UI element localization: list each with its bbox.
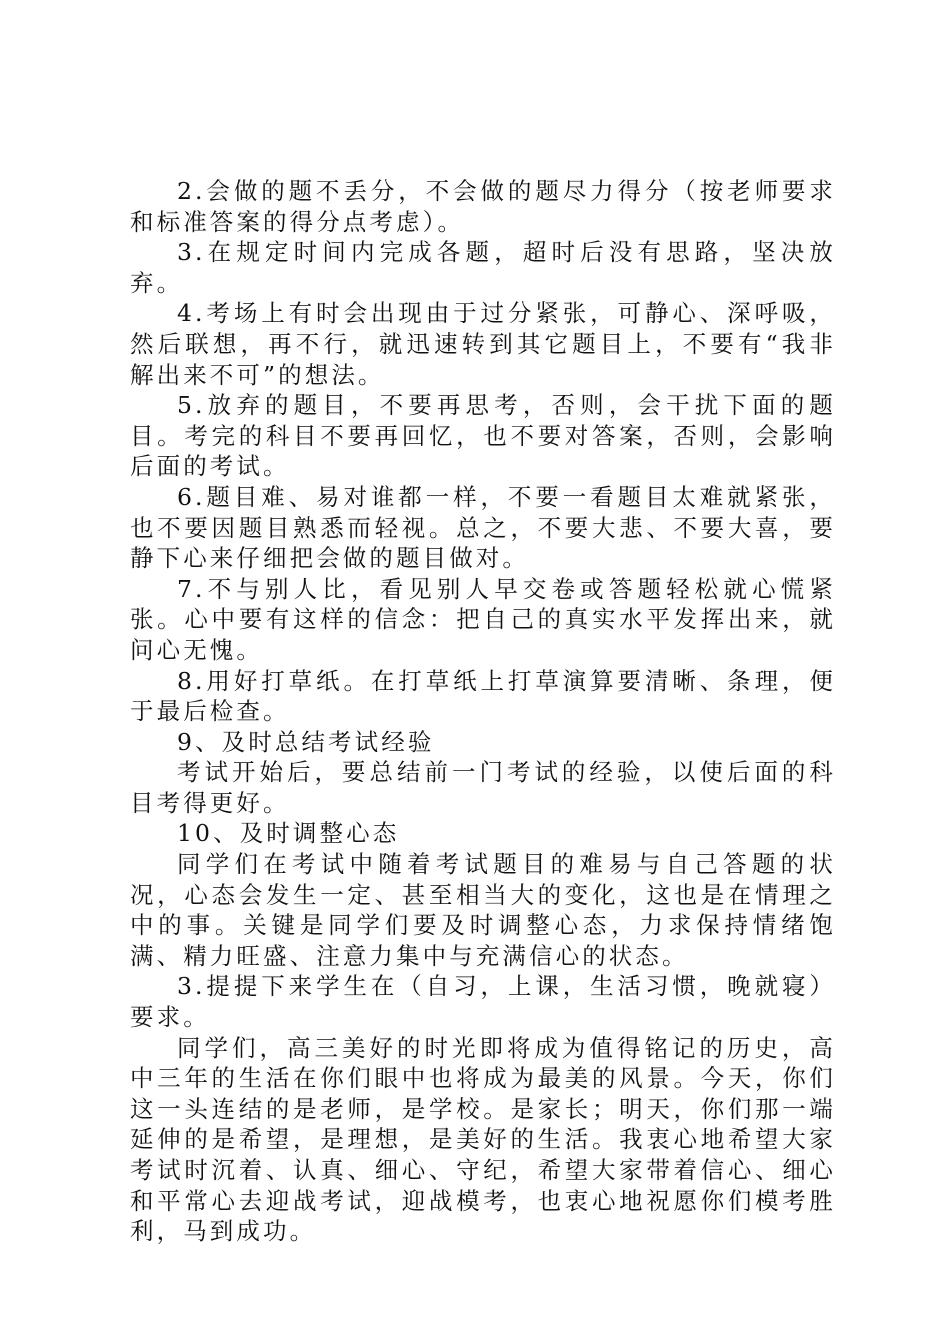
paragraph-item-6: 6.题目难、易对谁都一样，不要一看题目太难就紧张，也不要因题目熟悉而轻视。总之，不要大悲、不要大喜，要静下心来仔细把会做的题目做对。 <box>130 482 836 573</box>
paragraph-item-2: 2.会做的题不丢分，不会做的题尽力得分（按老师要求和标准答案的得分点考虑）。 <box>130 177 836 236</box>
closing-paragraph: 同学们，高三美好的时光即将成为值得铭记的历史，高中三年的生活在你们眼中也将成为最美的风景。今天，你们这一头连结的是老师，是学校。是家长；明天，你们那一端延伸的是希望，是理想，是美好的生活。我衷心地希望大家考试时沉着、认真、细心、守纪，希望大家带着信心、细心和平常心去迎战考试，迎战模考，也衷心地祝愿你们模考胜利，马到成功。 <box>130 1033 836 1246</box>
section-heading-9: 9、及时总结考试经验 <box>177 727 435 756</box>
paragraph-requirements: 3.提提下来学生在（自习，上课，生活习惯，晚就寝）要求。 <box>130 972 836 1032</box>
document-page <box>130 176 836 1247</box>
paragraph-item-7: 7.不与别人比，看见别人早交卷或答题轻松就心慌紧张。心中要有这样的信念：把自己的真实水平发挥出来，就问心无愧。 <box>130 574 836 664</box>
section-body-9: 考试开始后，要总结前一门考试的经验，以使后面的科目考得更好。 <box>130 758 836 817</box>
paragraph-item-8: 8.用好打草纸。在打草纸上打草演算要清晰、条理，便于最后检查。 <box>130 666 836 726</box>
paragraph-item-4: 4.考场上有时会出现由于过分紧张，可静心、深呼吸，然后联想，再不行，就迅速转到其它题目上，不要有“我非解出来不可”的想法。 <box>130 299 836 389</box>
section-body-10: 同学们在考试中随着考试题目的难易与自己答题的状况，心态会发生一定、甚至相当大的变化，这也是在情理之中的事。关键是同学们要及时调整心态，力求保持情绪饱满、精力旺盛、注意力集中与充满信心的状态。 <box>130 850 836 970</box>
paragraph-item-3: 3.在规定时间内完成各题，超时后没有思路，坚决放弃。 <box>130 238 836 297</box>
paragraph-item-5: 5.放弃的题目，不要再思考，否则，会干扰下面的题目。考完的科目不要再回忆，也不要对答案，否则，会影响后面的考试。 <box>130 391 836 481</box>
section-heading-10: 10、及时调整心态 <box>177 819 400 848</box>
